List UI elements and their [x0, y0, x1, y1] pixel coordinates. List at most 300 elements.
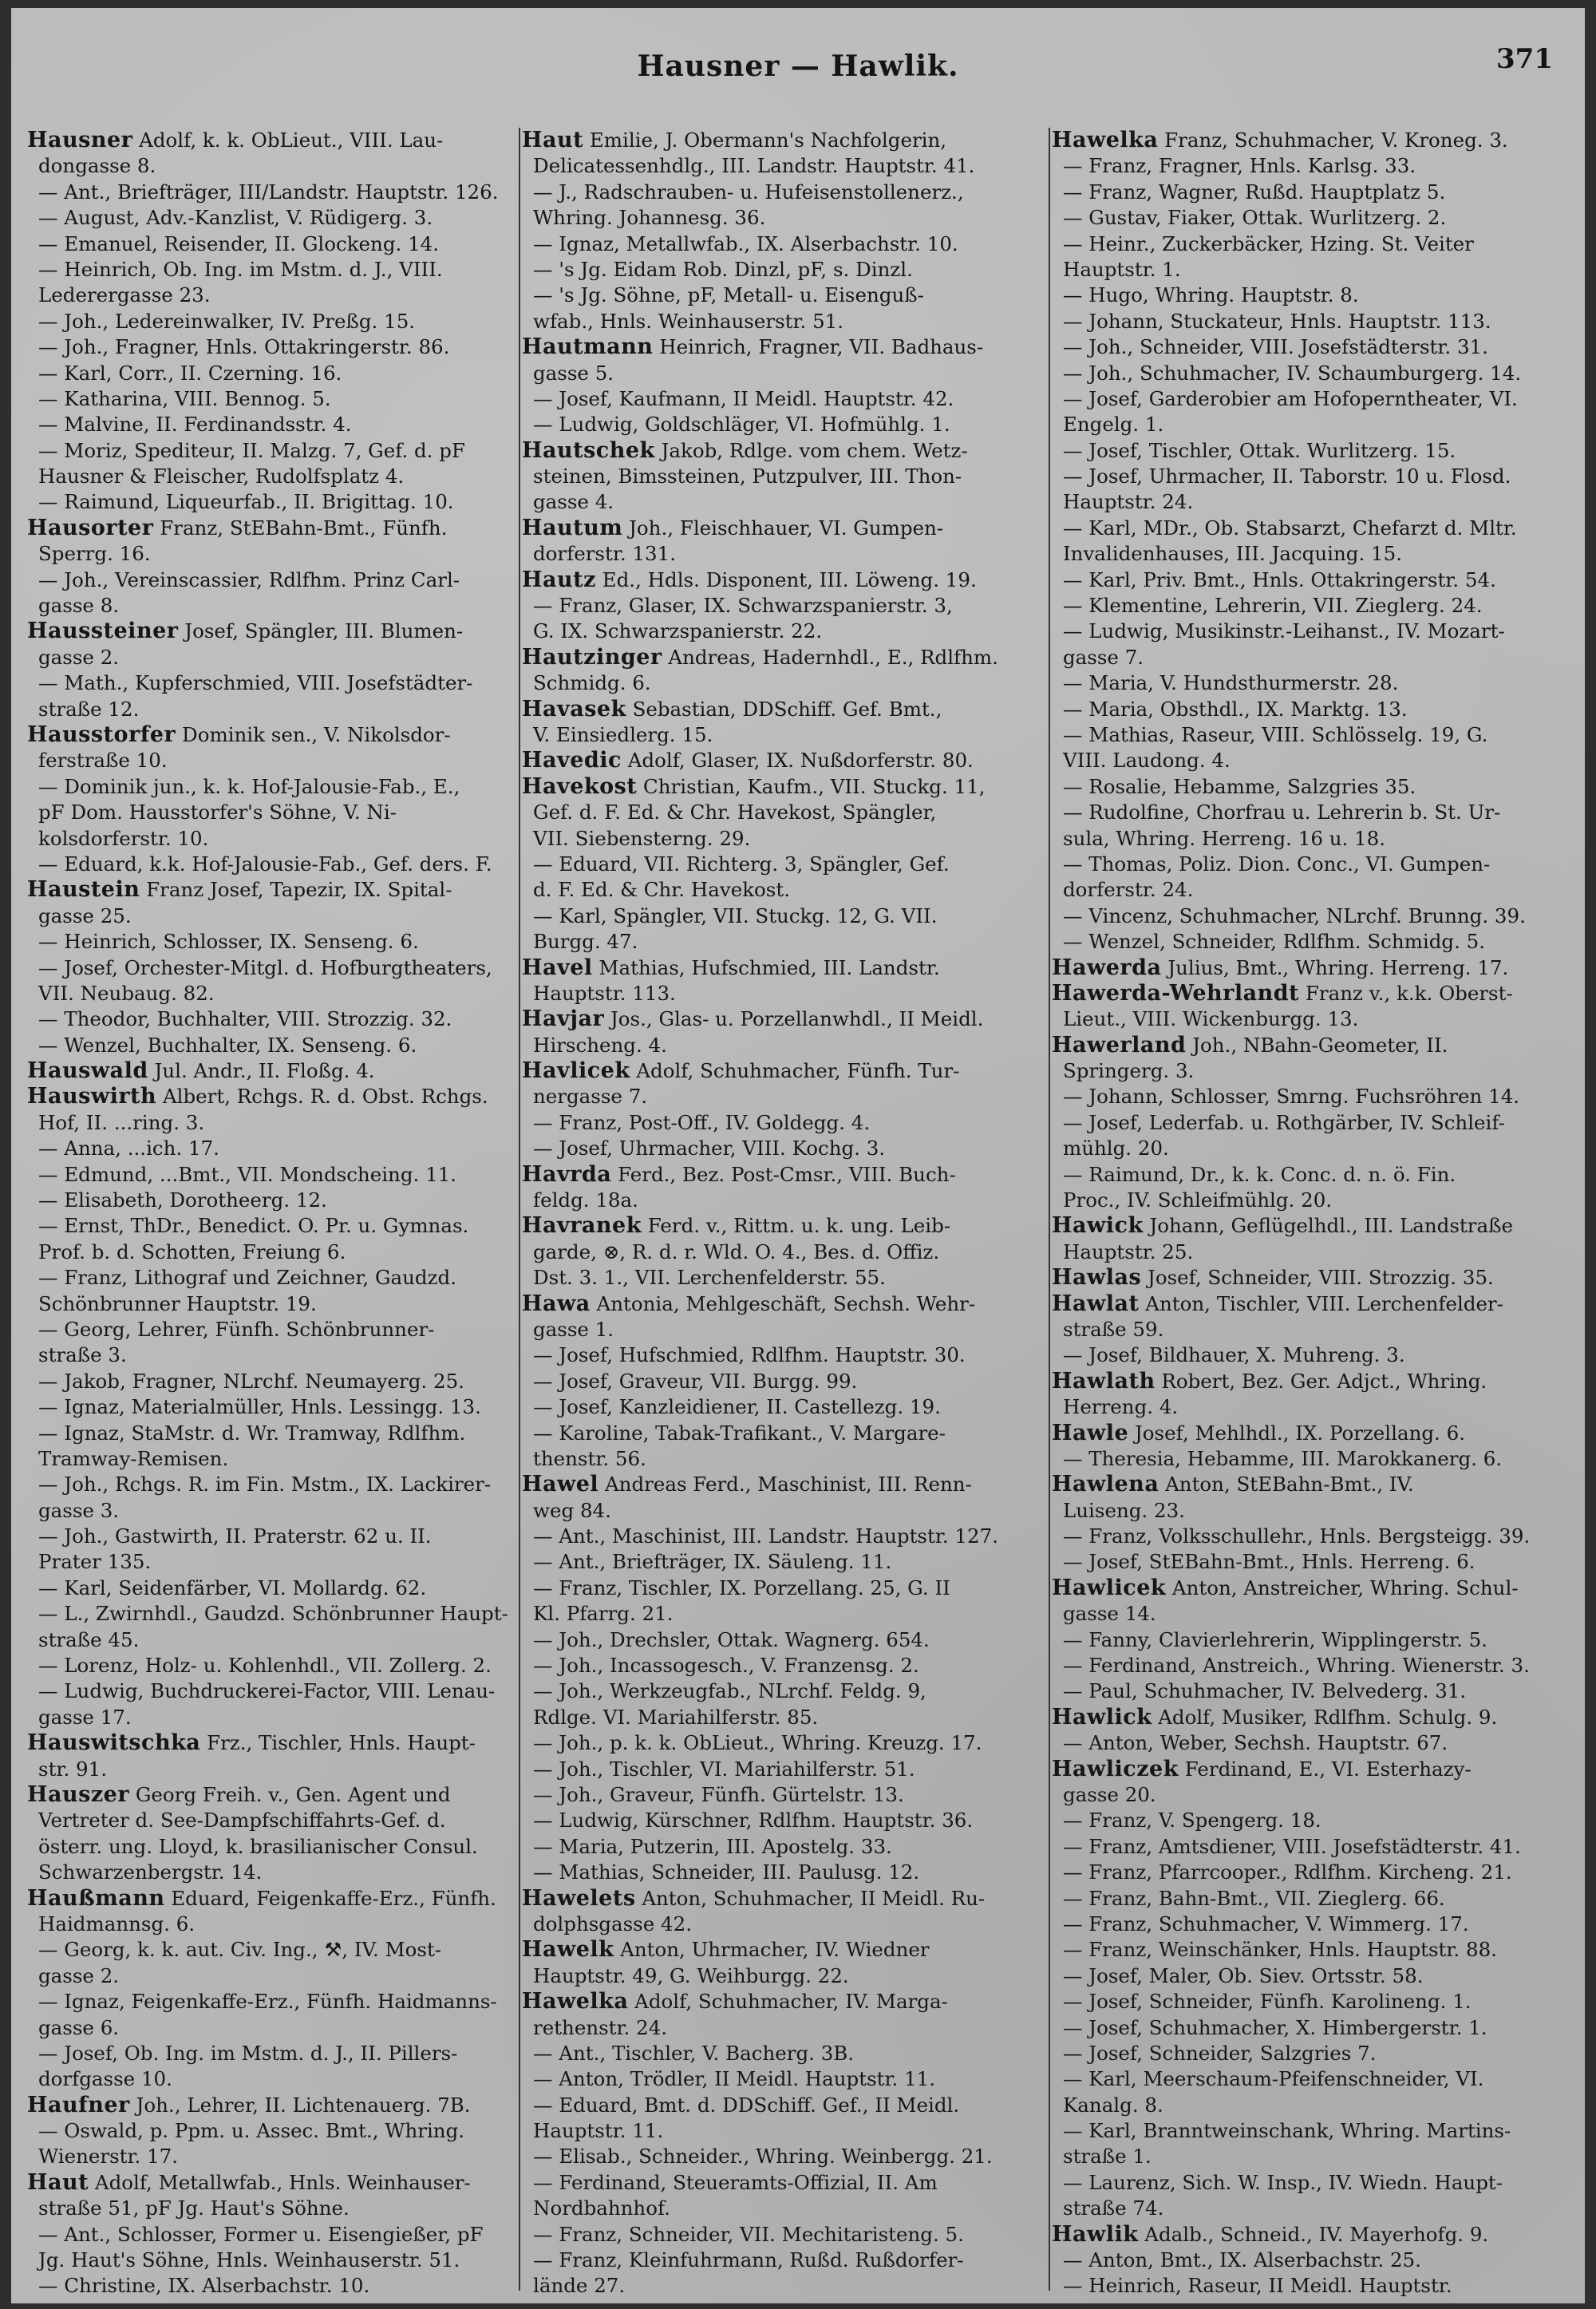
continuation-line: str. 91.	[38, 1757, 107, 1781]
sub-entry-line: — Ignaz, StaMstr. d. Wr. Tramway, Rdlfhm.	[38, 1421, 466, 1445]
sub-entry-line: — Franz, Lithograf und Zeichner, Gaudzd.	[38, 1266, 456, 1290]
continuation-line: straße 59.	[1063, 1317, 1164, 1341]
sub-entry-line: — Ludwig, Musikinstr.-Leihanst., IV. Mozart-	[1063, 619, 1505, 643]
sub-entry-line: — Karl, Branntweinschank, Whring. Martins-	[1063, 2119, 1511, 2143]
sub-entry-line: — Josef, Schneider, Salzgries 7.	[1063, 2041, 1377, 2065]
continuation-line: Rdlge. VI. Mariahilferstr. 85.	[533, 1705, 819, 1729]
continuation-line: Jg. Haut's Söhne, Hnls. Weinhauserstr. 51.	[38, 2248, 460, 2272]
sub-entry-line: — Ernst, ThDr., Benedict. O. Pr. u. Gymnas.	[38, 1214, 469, 1238]
continuation-line: Haidmannsg. 6.	[38, 1912, 196, 1935]
surname: Haut	[27, 2169, 89, 2195]
sub-entry-line: — Franz, Kleinfuhrmann, Rußd. Rußdorfer-	[533, 2248, 964, 2272]
entry-heading-line	[1052, 1421, 1570, 1446]
sub-entry-line: — Georg, Lehrer, Fünfh. Schönbrunner-	[38, 1317, 435, 1341]
surname: Hawerda-Wehrlandt	[1052, 980, 1300, 1006]
surname: Hawlick	[1052, 1704, 1152, 1730]
entry-heading-line	[522, 1162, 1045, 1188]
continuation-line: garde, ⊗, R. d. r. Wld. O. 4., Bes. d. Offiz.	[533, 1240, 940, 1263]
entry-heading-line	[522, 1937, 1045, 1963]
continuation-line: Prof. b. d. Schotten, Freiung 6.	[38, 1240, 346, 1263]
column-2	[522, 128, 1045, 2299]
column-divider	[519, 128, 520, 2291]
sub-entry-line: — Joh., Ledereinwalker, IV. Preßg. 15.	[38, 309, 416, 333]
sub-entry-line: — Katharina, VIII. Bennog. 5.	[38, 386, 331, 410]
entry-text: Anton, Tischler, VIII. Lerchenfelder-	[1139, 1291, 1504, 1315]
continuation-line: VIII. Laudong. 4.	[1063, 749, 1231, 773]
continuation-line: wfab., Hnls. Weinhauserstr. 51.	[533, 309, 844, 333]
entry-text: Andreas, Hadernhdl., E., Rdlfhm.	[662, 645, 998, 669]
entry-text: Josef, Schneider, VIII. Strozzig. 35.	[1141, 1266, 1494, 1290]
sub-entry-line: — Thomas, Poliz. Dion. Conc., VI. Gumpen-	[1063, 852, 1491, 876]
continuation-line: Hirscheng. 4.	[533, 1033, 667, 1057]
continuation-line: Kanalg. 8.	[1063, 2093, 1163, 2117]
entry-text: Jakob, Rdlge. vom chem. Wetz-	[654, 438, 968, 462]
continuation-line: nergasse 7.	[533, 1085, 648, 1109]
sub-entry-line: — Joh., Vereinscassier, Rdlfhm. Prinz Carl-	[38, 567, 460, 591]
continuation-line: feldg. 18a.	[533, 1188, 638, 1212]
surname: Hausner	[27, 128, 133, 152]
entry-text: Emilie, J. Obermann's Nachfolgerin,	[583, 128, 947, 152]
continuation-line: Springerg. 3.	[1063, 1059, 1195, 1083]
sub-entry-line: — Heinr., Zuckerbäcker, Hzing. St. Veiter	[1063, 231, 1474, 255]
entry-text: Adolf, Musiker, Rdlfhm. Schulg. 9.	[1152, 1705, 1498, 1729]
sub-entry-line: — Emanuel, Reisender, II. Glockeng. 14.	[38, 231, 440, 255]
continuation-line: Gef. d. F. Ed. & Chr. Havekost, Spängler,	[533, 801, 937, 824]
entry-heading-line	[522, 1291, 1045, 1317]
continuation-line: gasse 5.	[533, 361, 614, 385]
continuation-line: Hof, II. ...ring. 3.	[38, 1110, 205, 1134]
continuation-line: VII. Siebensterng. 29.	[533, 826, 751, 850]
entry-heading-line	[522, 955, 1045, 981]
continuation-line: gasse 2.	[38, 645, 120, 669]
sub-entry-line: — 's Jg. Söhne, pF, Metall- u. Eisenguß-	[533, 283, 924, 307]
continuation-line: pF Dom. Hausstorfer's Söhne, V. Ni-	[38, 801, 397, 824]
entry-text: Adolf, k. k. ObLieut., VIII. Lau-	[132, 128, 444, 152]
entry-text: Adolf, Glaser, IX. Nußdorferstr. 80.	[621, 749, 974, 773]
continuation-line: weg 84.	[533, 1498, 611, 1522]
entry-text: Anton, Uhrmacher, IV. Wiedner	[614, 1938, 930, 1962]
continuation-line: steinen, Bimssteinen, Putzpulver, III. Thon-	[533, 465, 962, 488]
entry-text: Franz v., k.k. Oberst-	[1299, 981, 1513, 1005]
surname: Hawle	[1052, 1420, 1129, 1445]
sub-entry-line: — Ant., Briefträger, IX. Säuleng. 11.	[533, 1550, 892, 1574]
sub-entry-line: — Joh., Schneider, VIII. Josefstädterstr. 31.	[1063, 335, 1488, 359]
sub-entry-line: — Anton, Weber, Sechsh. Hauptstr. 67.	[1063, 1731, 1448, 1755]
sub-entry-line: — Elisabeth, Dorotheerg. 12.	[38, 1188, 327, 1212]
entry-heading-line	[522, 1058, 1045, 1084]
sub-entry-line: — Rudolfine, Chorfrau u. Lehrerin b. St. Ur-	[1063, 801, 1501, 824]
entry-heading-line	[1052, 1369, 1570, 1394]
sub-entry-line: — Karl, Spängler, VII. Stuckg. 12, G. VII.	[533, 903, 938, 927]
entry-heading-line	[27, 1730, 516, 1756]
sub-entry-line: — Lorenz, Holz- u. Kohlenhdl., VII. Zollerg. 2.	[38, 1654, 492, 1678]
continuation-line: straße 45.	[38, 1627, 140, 1651]
entry-heading-line	[1052, 1291, 1570, 1317]
continuation-line: Nordbahnhof.	[533, 2196, 670, 2220]
sub-entry-line: — Johann, Schlosser, Smrng. Fuchsröhren 14.	[1063, 1085, 1520, 1109]
continuation-line: sula, Whring. Herreng. 16 u. 18.	[1063, 826, 1386, 850]
entry-text: Albert, Rchgs. R. d. Obst. Rchgs.	[156, 1085, 488, 1109]
continuation-line: G. IX. Schwarzspanierstr. 22.	[533, 619, 823, 643]
continuation-line: VII. Neubaug. 82.	[38, 981, 215, 1005]
entry-heading-line	[1052, 1265, 1570, 1291]
sub-entry-line: — Josef, Orchester-Mitgl. d. Hofburgtheaters,	[38, 955, 492, 979]
sub-entry-line: — Franz, Pfarrcooper., Rdlfhm. Kircheng. 21.	[1063, 1860, 1512, 1884]
continuation-line: gasse 4.	[533, 490, 614, 514]
continuation-line: rethenstr. 24.	[533, 2015, 668, 2039]
surname: Hawerda	[1052, 955, 1162, 980]
sub-entry-line: — Malvine, II. Ferdinandsstr. 4.	[38, 413, 352, 437]
entry-heading-line	[522, 748, 1045, 773]
entry-heading-line	[1052, 2222, 1570, 2248]
sub-entry-line: — Josef, Kanzleidiener, II. Castellezg. 19.	[533, 1395, 941, 1419]
entry-heading-line	[1052, 1033, 1570, 1058]
sub-entry-line: — Theodor, Buchhalter, VIII. Strozzig. 32.	[38, 1007, 452, 1031]
entry-text: Dominik sen., V. Nikolsdor-	[176, 722, 451, 746]
entry-text: Jos., Glas- u. Porzellanwhdl., II Meidl.	[604, 1007, 984, 1031]
continuation-line: dongasse 8.	[38, 154, 156, 178]
sub-entry-line: — Josef, Hufschmied, Rdlfhm. Hauptstr. 30.	[533, 1343, 966, 1367]
entry-heading-line	[522, 128, 1045, 153]
continuation-line: Proc., IV. Schleifmühlg. 20.	[1063, 1188, 1333, 1212]
sub-entry-line: — Karl, Meerschaum-Pfeifenschneider, VI.	[1063, 2067, 1484, 2091]
entry-heading-line	[1052, 1757, 1570, 1782]
surname: Hawlath	[1052, 1368, 1156, 1394]
surname: Hawelk	[522, 1937, 614, 1963]
sub-entry-line: — Ant., Maschinist, III. Landstr. Hauptstr. 127.	[533, 1524, 998, 1548]
sub-entry-line: — Joh., Graveur, Fünfh. Gürtelstr. 13.	[533, 1783, 904, 1806]
sub-entry-line: — Wenzel, Schneider, Rdlfhm. Schmidg. 5.	[1063, 930, 1486, 954]
sub-entry-line: — Josef, Graveur, VII. Burgg. 99.	[533, 1369, 858, 1393]
continuation-line: d. F. Ed. & Chr. Havekost.	[533, 878, 790, 902]
continuation-line: dorferstr. 24.	[1063, 878, 1194, 902]
surname: Haußmann	[27, 1885, 165, 1911]
sub-entry-line: — Franz, Amtsdiener, VIII. Josefstädterstr. 41.	[1063, 1834, 1521, 1858]
continuation-line: straße 51, pF Jg. Haut's Söhne.	[38, 2196, 350, 2220]
sub-entry-line: — Franz, Schneider, VII. Mechitaristeng. 5.	[533, 2222, 964, 2246]
sub-entry-line: — Josef, Garderobier am Hofoperntheater, VI.	[1063, 386, 1518, 410]
sub-entry-line: — Franz, V. Spengerg. 18.	[1063, 1809, 1321, 1833]
continuation-line: gasse 17.	[38, 1705, 132, 1729]
sub-entry-line: — Rosalie, Hebamme, Salzgries 35.	[1063, 774, 1416, 798]
continuation-line: Herreng. 4.	[1063, 1395, 1179, 1419]
surname: Haufner	[27, 2092, 130, 2117]
sub-entry-line: — Joh., p. k. k. ObLieut., Whring. Kreuzg. 17.	[533, 1731, 982, 1755]
continuation-line: Burgg. 47.	[533, 930, 638, 954]
sub-entry-line: — Raimund, Liqueurfab., II. Brigittag. 10.	[38, 490, 454, 514]
sub-entry-line: — Ludwig, Buchdruckerei-Factor, VIII. Lenau-	[38, 1679, 496, 1703]
sub-entry-line: — Josef, Maler, Ob. Siev. Ortsstr. 58.	[1063, 1963, 1424, 1987]
surname: Hautz	[522, 567, 596, 592]
sub-entry-line: — Heinrich, Schlosser, IX. Senseng. 6.	[38, 930, 419, 954]
surname: Hausstorfer	[27, 722, 176, 747]
entry-text: Anton, Anstreicher, Whring. Schul-	[1166, 1576, 1519, 1599]
surname: Haustein	[27, 877, 140, 903]
sub-entry-line: — Joh., Drechsler, Ottak. Wagnerg. 654.	[533, 1627, 930, 1651]
page-title: Hausner — Hawlik.	[637, 49, 959, 83]
sub-entry-line: — Josef, Kaufmann, II Meidl. Hauptstr. 42.	[533, 386, 954, 410]
sub-entry-line: — 's Jg. Eidam Rob. Dinzl, pF, s. Dinzl.	[533, 257, 913, 281]
column-3	[1052, 128, 1570, 2299]
surname: Hauswirth	[27, 1084, 157, 1109]
surname: Havranek	[522, 1213, 642, 1239]
sub-entry-line: — Raimund, Dr., k. k. Conc. d. n. ö. Fin.	[1063, 1162, 1456, 1186]
continuation-line: Delicatessenhdlg., III. Landstr. Hauptstr. 41.	[533, 154, 975, 178]
entry-text: Franz, StEBahn-Bmt., Fünfh.	[153, 516, 448, 540]
sub-entry-line: — Heinrich, Raseur, II Meidl. Hauptstr.	[1063, 2274, 1452, 2298]
continuation-line: gasse 7.	[1063, 645, 1144, 669]
surname: Havjar	[522, 1006, 605, 1032]
entry-text: Sebastian, DDSchiff. Gef. Bmt.,	[626, 697, 942, 721]
entry-text: Robert, Bez. Ger. Adjct., Whring.	[1155, 1369, 1487, 1393]
sub-entry-line: — Maria, Obsthdl., IX. Marktg. 13.	[1063, 697, 1408, 721]
continuation-line: Schwarzenbergstr. 14.	[38, 1860, 263, 1884]
entry-heading-line	[522, 1472, 1045, 1497]
continuation-line: Luiseng. 23.	[1063, 1498, 1185, 1522]
surname: Hautzinger	[522, 644, 662, 670]
continuation-line: ferstraße 10.	[38, 749, 168, 773]
entry-heading-line	[27, 619, 516, 644]
entry-heading-line	[27, 1782, 516, 1808]
sub-entry-line: — Maria, V. Hundsthurmerstr. 28.	[1063, 671, 1399, 695]
sub-entry-line: — Johann, Stuckateur, Hnls. Hauptstr. 113.	[1063, 309, 1491, 333]
sub-entry-line: — Elisab., Schneider., Whring. Weinbergg. 21.	[533, 2145, 993, 2169]
sub-entry-line: — Theresia, Hebamme, III. Marokkanerg. 6.	[1063, 1446, 1503, 1470]
entry-text: Josef, Mehlhdl., IX. Porzellang. 6.	[1128, 1421, 1465, 1445]
continuation-line: dolphsgasse 42.	[533, 1912, 692, 1935]
entry-text: Franz, Schuhmacher, V. Kroneg. 3.	[1158, 128, 1508, 152]
entry-text: Ferdinand, E., VI. Esterhazy-	[1178, 1757, 1472, 1781]
sub-entry-line: — Ant., Schlosser, Former u. Eisengießer, pF	[38, 2222, 484, 2246]
surname: Hawerland	[1052, 1032, 1187, 1058]
continuation-line: Hauptstr. 49, G. Weihburgg. 22.	[533, 1963, 849, 1987]
sub-entry-line: — J., Radschrauben- u. Hufeisenstollenerz.,	[533, 180, 964, 204]
sub-entry-line: — Ferdinand, Anstreich., Whring. Wienerstr. 3.	[1063, 1654, 1530, 1678]
sub-entry-line: — Franz, Post-Off., IV. Goldegg. 4.	[533, 1110, 871, 1134]
continuation-line: Hauptstr. 11.	[533, 2119, 664, 2143]
sub-entry-line: — Oswald, p. Ppm. u. Assec. Bmt., Whring.	[38, 2119, 465, 2143]
entry-text: Eduard, Feigenkaffe-Erz., Fünfh.	[164, 1886, 496, 1910]
entry-text: Antonia, Mehlgeschäft, Sechsh. Wehr-	[590, 1291, 976, 1315]
surname: Hawa	[522, 1291, 591, 1316]
entry-heading-line	[522, 774, 1045, 800]
entry-heading-line	[1052, 955, 1570, 981]
sub-entry-line: — Ignaz, Materialmüller, Hnls. Lessingg. 13.	[38, 1395, 481, 1419]
entry-text: Mathias, Hufschmied, III. Landstr.	[592, 955, 940, 979]
surname: Haut	[522, 128, 584, 152]
sub-entry-line: — Anna, ...ich. 17.	[38, 1137, 219, 1160]
sub-entry-line: — Hugo, Whring. Hauptstr. 8.	[1063, 283, 1359, 307]
surname: Hawel	[522, 1472, 599, 1497]
sub-entry-line: — Mathias, Raseur, VIII. Schlösselg. 19, G.	[1063, 722, 1488, 746]
entry-text: Christian, Kaufm., VII. Stuckg. 11,	[637, 774, 986, 798]
continuation-line: straße 1.	[1063, 2145, 1152, 2169]
directory-page	[11, 8, 1585, 2303]
sub-entry-line: — Josef, Uhrmacher, VIII. Kochg. 3.	[533, 1137, 886, 1160]
continuation-line: dorferstr. 131.	[533, 542, 676, 566]
sub-entry-line: — Franz, Glaser, IX. Schwarzspanierstr. 3,	[533, 594, 953, 618]
entry-heading-line	[522, 516, 1045, 541]
sub-entry-line: — Karl, Priv. Bmt., Hnls. Ottakringerstr. 54.	[1063, 567, 1496, 591]
sub-entry-line: — Dominik jun., k. k. Hof-Jalousie-Fab., E.,	[38, 774, 460, 798]
entry-text: Andreas Ferd., Maschinist, III. Renn-	[598, 1473, 972, 1497]
sub-entry-line: — Paul, Schuhmacher, IV. Belvederg. 31.	[1063, 1679, 1467, 1703]
continuation-line: Engelg. 1.	[1063, 413, 1164, 437]
sub-entry-line: — Anton, Trödler, II Meidl. Hauptstr. 11.	[533, 2067, 936, 2091]
surname: Hautum	[522, 515, 623, 540]
entry-text: Adalb., Schneid., IV. Mayerhofg. 9.	[1138, 2222, 1489, 2246]
entry-heading-line	[27, 1058, 516, 1084]
continuation-line: gasse 2.	[38, 1963, 120, 1987]
surname: Hawlik	[1052, 2221, 1139, 2247]
sub-entry-line: — Josef, StEBahn-Bmt., Hnls. Herreng. 6.	[1063, 1550, 1476, 1574]
sub-entry-line: — Franz, Bahn-Bmt., VII. Zieglerg. 66.	[1063, 1886, 1445, 1910]
entry-text: Joh., Lehrer, II. Lichtenauerg. 7B.	[129, 2093, 471, 2117]
sub-entry-line: — Franz, Volksschullehr., Hnls. Bergsteigg. 39.	[1063, 1524, 1531, 1548]
entry-text: Georg Freih. v., Gen. Agent und	[129, 1783, 451, 1806]
sub-entry-line: — Franz, Tischler, IX. Porzellang. 25, G. II	[533, 1576, 950, 1599]
sub-entry-line: — Karl, Seidenfärber, VI. Mollardg. 62.	[38, 1576, 427, 1599]
surname: Hawlicek	[1052, 1575, 1167, 1600]
entry-text: Jul. Andr., II. Floßg. 4.	[148, 1059, 375, 1083]
entry-text: Adolf, Schuhmacher, Fünfh. Tur-	[630, 1059, 960, 1083]
surname: Hautschek	[522, 437, 655, 463]
surname: Hawlena	[1052, 1472, 1159, 1497]
surname: Hawick	[1052, 1213, 1144, 1239]
continuation-line: gasse 1.	[533, 1317, 614, 1341]
sub-entry-line: — Laurenz, Sich. W. Insp., IV. Wiedn. Haupt-	[1063, 2170, 1503, 2194]
entry-heading-line	[27, 128, 516, 153]
continuation-line: Hausner & Fleischer, Rudolfsplatz 4.	[38, 465, 405, 488]
surname: Hawelka	[1052, 128, 1159, 152]
sub-entry-line: — Franz, Fragner, Hnls. Karlsg. 33.	[1063, 154, 1416, 178]
surname: Hawelka	[522, 1989, 629, 2014]
sub-entry-line: — Ant., Briefträger, III/Landstr. Hauptstr. 126.	[38, 180, 499, 204]
entry-text: Ferd., Bez. Post-Cmsr., VIII. Buch-	[611, 1162, 956, 1186]
sub-entry-line: — Eduard, VII. Richterg. 3, Spängler, Gef.	[533, 852, 950, 876]
surname: Hawlat	[1052, 1291, 1140, 1316]
entry-heading-line	[1052, 981, 1570, 1006]
continuation-line: gasse 3.	[38, 1498, 120, 1522]
continuation-line: gasse 6.	[38, 2015, 120, 2039]
sub-entry-line: — Joh., Incassogesch., V. Franzensg. 2.	[533, 1654, 919, 1678]
continuation-line: kolsdorferstr. 10.	[38, 826, 209, 850]
surname: Hauswald	[27, 1058, 148, 1084]
sub-entry-line: — Karoline, Tabak-Trafikant., V. Margare-	[533, 1421, 946, 1445]
continuation-line: V. Einsiedlerg. 15.	[533, 722, 713, 746]
sub-entry-line: — Josef, Uhrmacher, II. Taborstr. 10 u. Flosd.	[1063, 465, 1511, 488]
entry-heading-line	[27, 2093, 516, 2118]
continuation-line: Lederergasse 23.	[38, 283, 211, 307]
sub-entry-line: — Math., Kupferschmied, VIII. Josefstädter-	[38, 671, 473, 695]
sub-entry-line: — Anton, Bmt., IX. Alserbachstr. 25.	[1063, 2248, 1421, 2272]
entry-text: Julius, Bmt., Whring. Herreng. 17.	[1161, 955, 1509, 979]
sub-entry-line: — Christine, IX. Alserbachstr. 10.	[38, 2274, 370, 2298]
continuation-line: Tramway-Remisen.	[38, 1446, 229, 1470]
continuation-line: Hauptstr. 25.	[1063, 1240, 1194, 1263]
entry-text: Heinrich, Fragner, VII. Badhaus-	[653, 335, 984, 359]
sub-entry-line: — Maria, Putzerin, III. Apostelg. 33.	[533, 1834, 892, 1858]
sub-entry-line: — L., Zwirnhdl., Gaudzd. Schönbrunner Haupt-	[38, 1602, 508, 1626]
entry-heading-line	[27, 2170, 516, 2196]
entry-heading-line	[27, 877, 516, 903]
sub-entry-line: — Ant., Tischler, V. Bacherg. 3B.	[533, 2041, 855, 2065]
page-number: 371	[1496, 43, 1553, 75]
continuation-line: Hauptstr. 24.	[1063, 490, 1194, 514]
continuation-line: Schönbrunner Hauptstr. 19.	[38, 1291, 317, 1315]
entry-text: Joh., NBahn-Geometer, II.	[1186, 1033, 1448, 1057]
sub-entry-line: — Josef, Schneider, Fünfh. Karolineng. 1.	[1063, 1990, 1472, 2014]
entry-heading-line	[27, 1886, 516, 1912]
surname: Havel	[522, 955, 593, 980]
sub-entry-line: — Franz, Weinschänker, Hnls. Hauptstr. 88.	[1063, 1938, 1497, 1962]
continuation-line: Kl. Pfarrg. 21.	[533, 1602, 674, 1626]
sub-entry-line: — Joh., Schuhmacher, IV. Schaumburgerg. 14.	[1063, 361, 1522, 385]
surname: Hauszer	[27, 1782, 130, 1807]
sub-entry-line: — Edmund, ...Bmt., VII. Mondscheing. 11.	[38, 1162, 457, 1186]
continuation-line: Lieut., VIII. Wickenburgg. 13.	[1063, 1007, 1359, 1031]
continuation-line: gasse 8.	[38, 594, 120, 618]
continuation-line: gasse 20.	[1063, 1783, 1156, 1806]
entry-heading-line	[1052, 1705, 1570, 1730]
continuation-line: lände 27.	[533, 2274, 626, 2298]
surname: Hawliczek	[1052, 1756, 1179, 1781]
sub-entry-line: — Josef, Ob. Ing. im Mstm. d. J., II. Pillers-	[38, 2041, 458, 2065]
continuation-line: mühlg. 20.	[1063, 1137, 1169, 1160]
entry-heading-line	[1052, 1576, 1570, 1601]
entry-text: Johann, Geflügelhdl., III. Landstraße	[1143, 1214, 1513, 1238]
entry-heading-line	[522, 567, 1045, 593]
entry-heading-line	[522, 1006, 1045, 1032]
sub-entry-line: — Vincenz, Schuhmacher, NLrchf. Brunng. 39.	[1063, 903, 1526, 927]
entry-heading-line	[1052, 1213, 1570, 1239]
sub-entry-line: — Ignaz, Metallwfab., IX. Alserbachstr. 10.	[533, 231, 958, 255]
entry-text: Franz Josef, Tapezir, IX. Spital-	[140, 878, 452, 902]
surname: Hautmann	[522, 334, 654, 360]
continuation-line: österr. ung. Lloyd, k. brasilianischer Consul.	[38, 1834, 478, 1858]
entry-text: Joh., Fleischhauer, VI. Gumpen-	[622, 516, 944, 540]
continuation-line: Invalidenhauses, III. Jacquing. 15.	[1063, 542, 1402, 566]
sub-entry-line: — Josef, Lederfab. u. Rothgärber, IV. Schleif-	[1063, 1110, 1505, 1134]
sub-entry-line: — Joh., Tischler, VI. Mariahilferstr. 51.	[533, 1757, 915, 1781]
entry-heading-line	[27, 516, 516, 541]
sub-entry-line: — Moriz, Spediteur, II. Malzg. 7, Gef. d. pF	[38, 438, 465, 462]
sub-entry-line: — Eduard, Bmt. d. DDSchiff. Gef., II Meidl.	[533, 2093, 960, 2117]
continuation-line: straße 74.	[1063, 2196, 1164, 2220]
sub-entry-line: — Ludwig, Goldschläger, VI. Hofmühlg. 1.	[533, 413, 950, 437]
continuation-line: gasse 14.	[1063, 1602, 1156, 1626]
sub-entry-line: — Franz, Wagner, Rußd. Hauptplatz 5.	[1063, 180, 1446, 204]
entry-text: Adolf, Metallwfab., Hnls. Weinhauser-	[89, 2170, 471, 2194]
surname: Hawlas	[1052, 1265, 1142, 1291]
continuation-line: gasse 25.	[38, 903, 132, 927]
sub-entry-line: — Ludwig, Kürschner, Rdlfhm. Hauptstr. 36.	[533, 1809, 974, 1833]
sub-entry-line: — Klementine, Lehrerin, VII. Zieglerg. 24.	[1063, 594, 1483, 618]
sub-entry-line: — Franz, Schuhmacher, V. Wimmerg. 17.	[1063, 1912, 1469, 1935]
entry-heading-line	[522, 1213, 1045, 1239]
sub-entry-line: — Eduard, k.k. Hof-Jalousie-Fab., Gef. ders. F.	[38, 852, 492, 876]
continuation-line: Prater 135.	[38, 1550, 152, 1574]
entry-heading-line	[522, 1989, 1045, 2014]
surname: Havekost	[522, 773, 638, 799]
sub-entry-line: — Gustav, Fiaker, Ottak. Wurlitzerg. 2.	[1063, 206, 1447, 230]
sub-entry-line: — Heinrich, Ob. Ing. im Mstm. d. J., VIII.	[38, 257, 443, 281]
entry-text: Anton, StEBahn-Bmt., IV.	[1159, 1473, 1414, 1497]
continuation-line: Vertreter d. See-Dampfschiffahrts-Gef. d.	[38, 1809, 446, 1833]
surname: Havlicek	[522, 1058, 630, 1084]
page-header	[11, 43, 1585, 97]
continuation-line: Sperrg. 16.	[38, 542, 151, 566]
